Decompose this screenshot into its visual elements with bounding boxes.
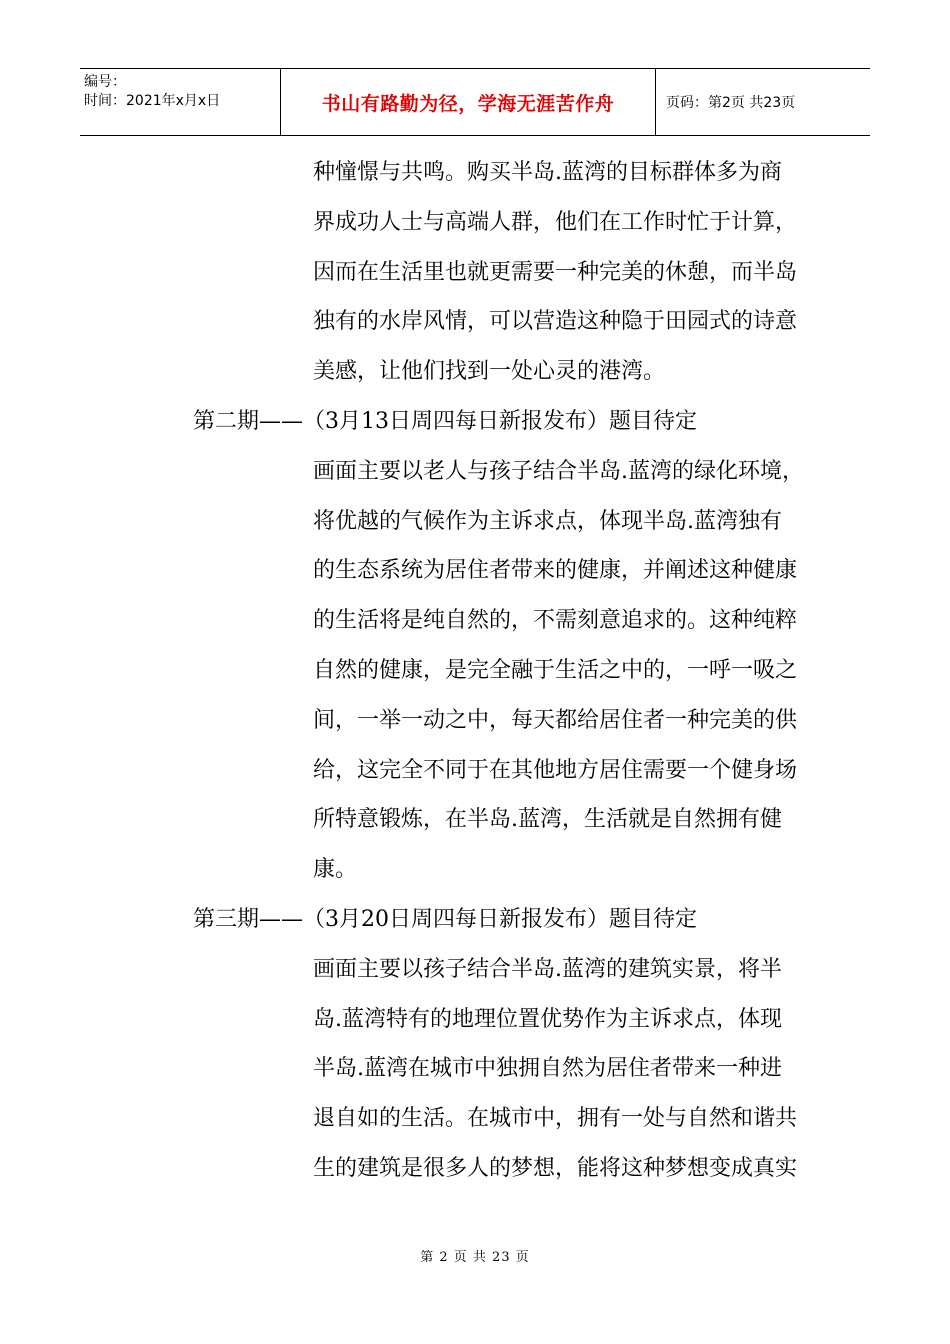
paragraph-line: 给，这完全不同于在其他地方居住需要一个健身场	[313, 758, 798, 783]
paragraph-line: 自然的健康，是完全融于生活之中的，一呼一吸之	[313, 658, 798, 683]
paragraph-line: 退自如的生活。在城市中，拥有一处与自然和谐共	[313, 1106, 798, 1131]
paragraph-line: 间，一举一动之中，每天都给居住者一种完美的供	[313, 708, 798, 733]
section-heading: 第三期——（3月20日周四每日新报发布）题目待定	[193, 907, 697, 932]
paragraph-line: 所特意锻炼，在半岛.蓝湾，生活就是自然拥有健	[313, 807, 782, 832]
page-header	[80, 68, 870, 136]
paragraph-line: 种憧憬与共鸣。购买半岛.蓝湾的目标群体多为商	[313, 160, 782, 185]
paragraph-line: 生的建筑是很多人的梦想，能将这种梦想变成真实	[313, 1156, 798, 1181]
paragraph-line: 的生活将是纯自然的，不需刻意追求的。这种纯粹	[313, 608, 798, 633]
paragraph-line: 美感，让他们找到一处心灵的港湾。	[313, 359, 666, 384]
header-motto: 书山有路勤为径，学海无涯苦作舟	[281, 69, 656, 135]
paragraph-line: 将优越的气候作为主诉求点，体现半岛.蓝湾独有	[313, 509, 782, 534]
paragraph-line: 画面主要以老人与孩子结合半岛.蓝湾的绿化环境，	[313, 459, 804, 484]
paragraph-line: 因而在生活里也就更需要一种完美的休憩，而半岛	[313, 260, 798, 285]
paragraph-line: 半岛.蓝湾在城市中独拥自然为居住者带来一种进	[313, 1056, 782, 1081]
paragraph-line: 康。	[313, 857, 358, 882]
header-page-number: 页码：第2页 共23页	[666, 95, 796, 111]
paragraph-line: 的生态系统为居住者带来的健康，并阐述这种健康	[313, 558, 798, 583]
paragraph-line: 岛.蓝湾特有的地理位置优势作为主诉求点，体现	[313, 1007, 782, 1032]
paragraph-line: 画面主要以孩子结合半岛.蓝湾的建筑实景，将半	[313, 957, 782, 982]
header-meta	[80, 69, 281, 135]
page-footer: 第 2 页 共 23 页	[420, 1250, 530, 1265]
paragraph-line: 界成功人士与高端人群，他们在工作时忙于计算，	[313, 210, 798, 235]
time-label: 时间：2021年x月x日	[84, 93, 221, 109]
serial-number-label: 编号：	[84, 74, 126, 90]
section-heading: 第二期——（3月13日周四每日新报发布）题目待定	[193, 409, 697, 434]
paragraph-line: 独有的水岸风情，可以营造这种隐于田园式的诗意	[313, 309, 798, 334]
